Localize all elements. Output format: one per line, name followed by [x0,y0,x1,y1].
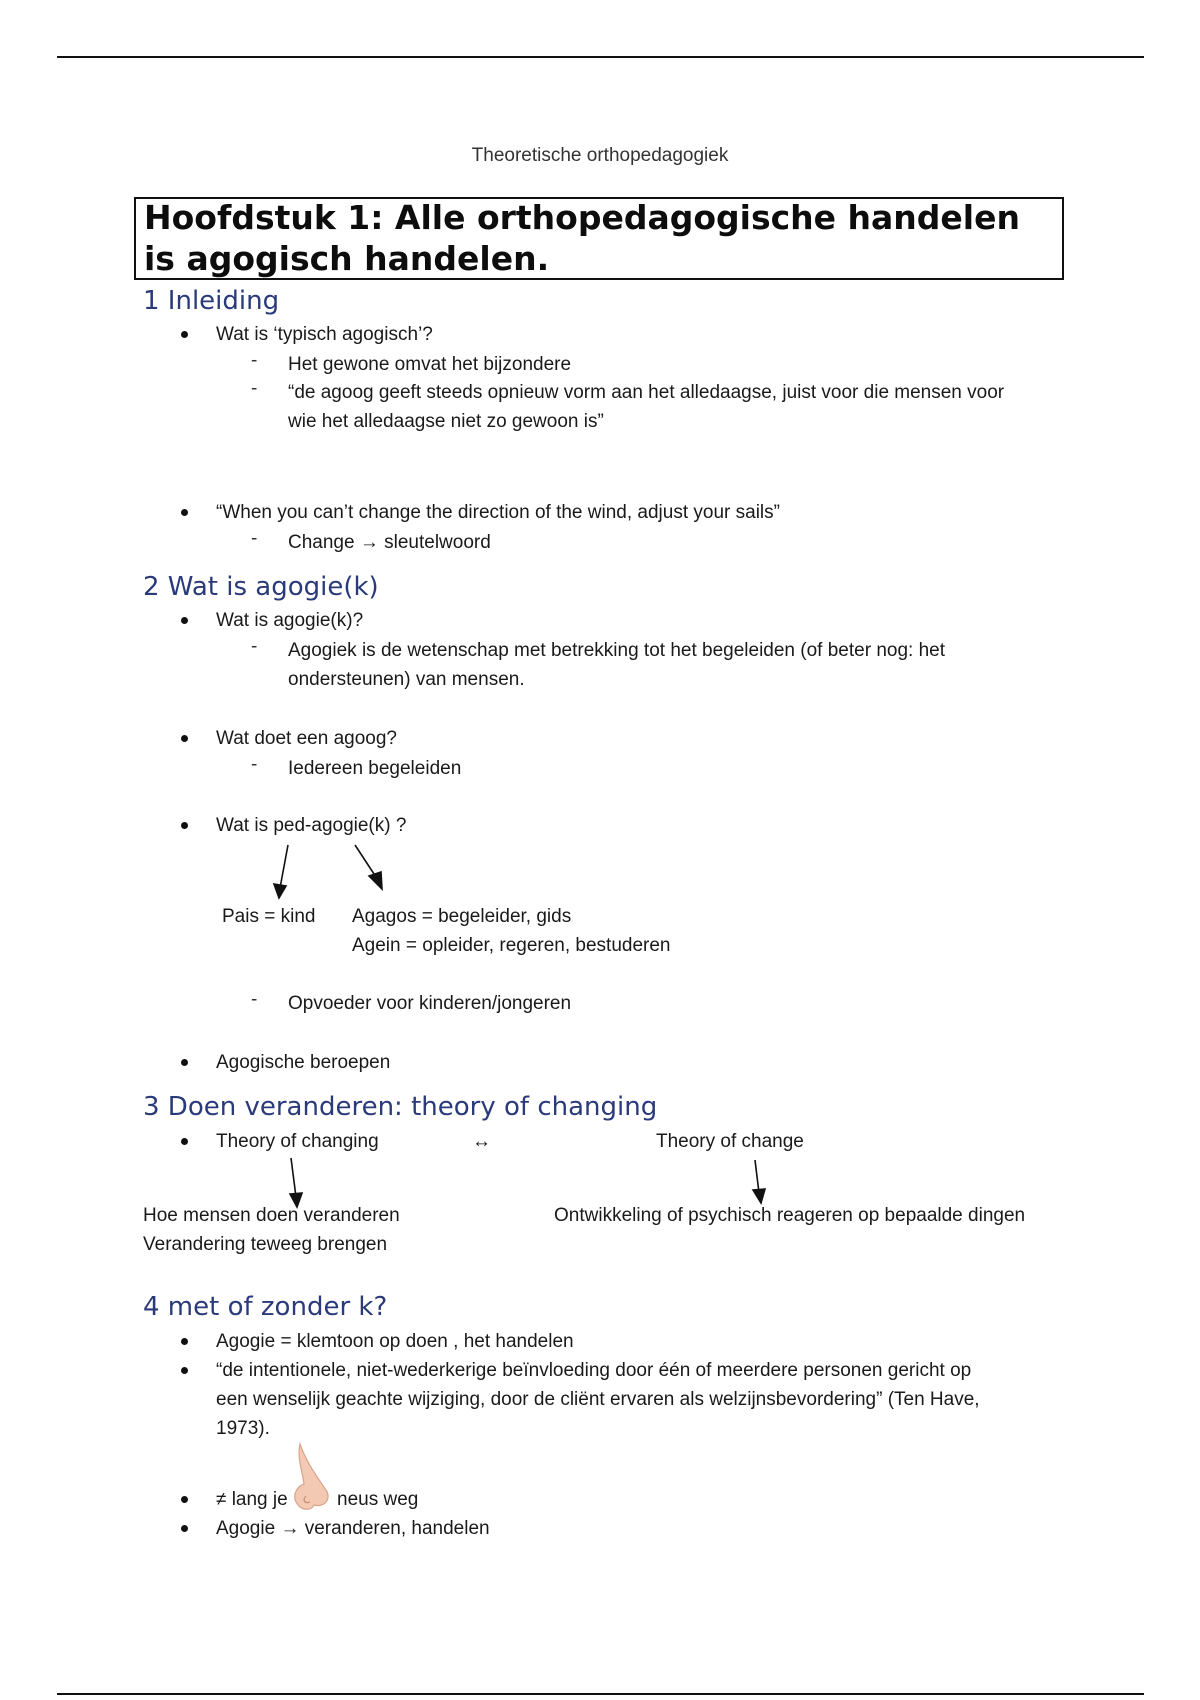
theory-of-change-label: Theory of change [656,1131,804,1152]
dash: - [251,989,258,1010]
list-item: “When you can’t change the direction of the wind, adjust your sails” [216,502,780,523]
bullet [181,1525,188,1532]
list-item: Wat doet een agoog? [216,728,397,749]
section-heading-1: 1 Inleiding [143,286,280,316]
change-desc: Ontwikkeling of psychisch reageren op bepaalde dingen [554,1205,1026,1226]
list-item: Agogie = klemtoon op doen , het handelen [216,1331,574,1352]
list-item: Agogische beroepen [216,1052,391,1073]
list-item-part: ≠ lang je [216,1489,288,1510]
dash: - [251,754,258,775]
list-item-cont: een wenselijk geachte wijziging, door de cliënt ervaren als welzijnsbevordering” (Ten Have, [216,1389,980,1410]
section-heading-3: 3 Doen veranderen: theory of changing [143,1092,658,1122]
list-subitem: Opvoeder voor kinderen/jongeren [288,993,572,1014]
changing-desc-2: Verandering teweeg brengen [143,1234,388,1255]
agein-label: Agein = opleider, regeren, bestuderen [352,935,671,956]
list-subitem-cont: wie het alledaagse niet zo gewoon is” [288,411,604,432]
list-item-cont: 1973). [216,1418,270,1439]
list-item: Wat is agogie(k)? [216,610,364,631]
dash: - [251,636,258,657]
dash: - [251,350,258,371]
list-subitem: Agogiek is de wetenschap met betrekking tot het begeleiden (of beter nog: het [288,640,945,661]
changing-desc-1: Hoe mensen doen veranderen [143,1205,400,1226]
pais-label: Pais = kind [222,906,316,927]
list-subitem: Iedereen begeleiden [288,758,462,779]
section-heading-2: 2 Wat is agogie(k) [143,572,379,602]
list-subitem-cont: ondersteunen) van mensen. [288,669,525,690]
list-item: “de intentionele, niet-wederkerige beïnvloeding door één of meerdere personen gericht op [216,1360,972,1381]
list-item-part: neus weg [337,1489,419,1510]
list-subitem: Change → sleutelwoord [288,532,491,553]
list-item: Agogie → veranderen, handelen [216,1518,490,1539]
section-heading-4: 4 met of zonder k? [143,1292,388,1322]
dash: - [251,528,258,549]
chapter-title: Hoofdstuk 1: Alle orthopedagogische handelen is agogisch handelen. [144,198,1020,278]
list-subitem: “de agoog geeft steeds opnieuw vorm aan het alledaagse, juist voor die mensen voor [288,382,1005,403]
list-item: Wat is ‘typisch agogisch’? [216,324,433,345]
dash: - [251,378,258,399]
running-header: Theoretische orthopedagogiek [471,145,729,166]
bidirectional-arrow: ↔ [472,1131,491,1152]
agagos-label: Agagos = begeleider, gids [352,906,572,927]
list-subitem: Het gewone omvat het bijzondere [288,354,572,375]
list-item: Theory of changing [216,1131,379,1152]
list-item: Wat is ped-agogie(k) ? [216,815,407,836]
